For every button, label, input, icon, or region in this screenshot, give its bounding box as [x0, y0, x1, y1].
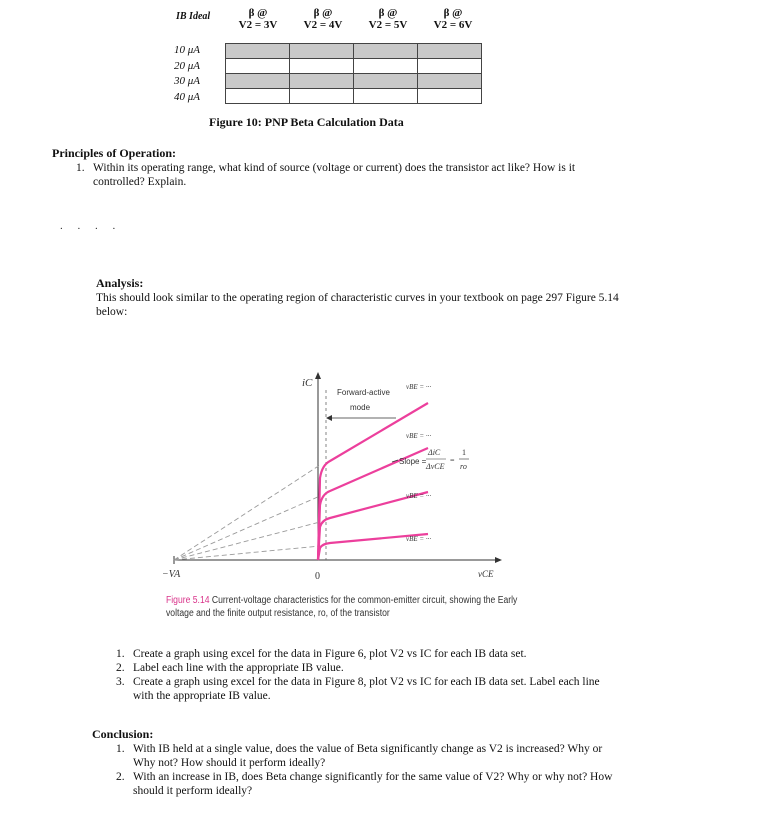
table-cell[interactable] [290, 59, 354, 74]
figure-label: Figure 5.14 [166, 595, 210, 606]
table-cell[interactable] [354, 74, 418, 89]
list-text: Label each line with the appropriate IB value. [133, 662, 344, 674]
row-label-30ua: 30 μA [174, 75, 200, 87]
dot-separator: . . . . [60, 220, 122, 232]
table-cell[interactable] [290, 44, 354, 59]
conclusion-list [116, 742, 623, 798]
early-voltage-dashes [174, 465, 320, 560]
list-text: With an increase in IB, does Beta change significantly for the same value of V2? Why or why not? How should it perform ideally? [133, 771, 613, 797]
table-cell[interactable] [226, 89, 290, 104]
list-number: 1. [116, 648, 125, 660]
curve-label: vBE = ··· [406, 535, 432, 543]
caption-text: Current-voltage characteristics for the common-emitter circuit, showing the Early voltage and the finite output resistance, ro, of the transistor [166, 595, 518, 619]
col-header-3v [225, 7, 291, 31]
curve-label: vBE = ··· [406, 432, 432, 440]
arrow-left-icon [326, 415, 332, 421]
list-item [116, 647, 633, 661]
table-cell[interactable] [418, 74, 482, 89]
list-number: 2. [116, 662, 125, 674]
conclusion-title: Conclusion: [92, 727, 154, 741]
table-cell[interactable] [418, 44, 482, 59]
col-header-5v [355, 7, 421, 31]
list-number: 2. [116, 771, 125, 783]
x-axis-arrow-icon [495, 557, 502, 563]
list-item [116, 675, 633, 703]
list-number: 1. [76, 162, 85, 174]
dash-line [174, 465, 320, 560]
list-number: 3. [116, 676, 125, 688]
col-header-top: β @ [378, 7, 398, 19]
table-cell[interactable] [290, 74, 354, 89]
dash-line [174, 546, 320, 560]
col-header-4v [290, 7, 356, 31]
list-item [116, 770, 623, 798]
table-cell[interactable] [418, 89, 482, 104]
slope-numerator: ΔiC [428, 448, 441, 457]
task-list [116, 647, 633, 703]
row-label-10ua: 10 μA [174, 44, 200, 56]
col-header-bottom: V2 = 3V [238, 19, 278, 31]
list-text: With IB held at a single value, does the value of Beta significantly change as V2 is increased? Why or Why not? How should it perform ideally? [133, 743, 603, 769]
list-item [76, 161, 593, 189]
list-text: Create a graph using excel for the data in Figure 6, plot V2 vs IC for each IB data set. [133, 648, 527, 660]
row-label-20ua: 20 μA [174, 60, 200, 72]
col-header-bottom: V2 = 6V [433, 19, 473, 31]
principles-title: Principles of Operation: [52, 146, 176, 160]
analysis-text: This should look similar to the operating region of characteristic curves in your textbook on page 297 Figure 5.14 below: [96, 292, 619, 318]
list-item [116, 742, 623, 770]
y-axis-label: iC [302, 377, 313, 389]
col-header-bottom: V2 = 5V [368, 19, 408, 31]
figure-5-14-graph [160, 370, 520, 592]
col-header-top: β @ [248, 7, 268, 19]
table-cell[interactable] [226, 59, 290, 74]
table-row [226, 59, 482, 74]
curve-label: vBE = ··· [406, 492, 432, 500]
col-header-top: β @ [313, 7, 333, 19]
principles-list [76, 161, 593, 189]
table-row [226, 44, 482, 59]
list-text: Within its operating range, what kind of source (voltage or current) does the transistor act like? How is it controlled? Explain. [93, 162, 576, 188]
figure-10-caption: Figure 10: PNP Beta Calculation Data [209, 115, 404, 129]
beta-data-table [225, 43, 482, 104]
x-axis-label: vCE [478, 569, 494, 579]
list-item [116, 661, 633, 675]
curve-label: vBE = ··· [406, 383, 432, 391]
va-label: −VA [162, 569, 181, 580]
list-number: 1. [116, 743, 125, 755]
table-cell[interactable] [226, 44, 290, 59]
table-cell[interactable] [418, 59, 482, 74]
mode-label: mode [350, 403, 371, 412]
ro-denominator: ro [460, 462, 467, 471]
col-header-bottom: V2 = 4V [303, 19, 343, 31]
table-cell[interactable] [290, 89, 354, 104]
slope-denominator: ΔvCE [426, 462, 445, 471]
analysis-title: Analysis: [96, 276, 144, 290]
table-cell[interactable] [354, 59, 418, 74]
table-cell[interactable] [354, 89, 418, 104]
origin-label: 0 [315, 571, 320, 582]
dash-line [174, 522, 320, 560]
list-text: Create a graph using excel for the data in Figure 8, plot V2 vs IC for each IB data set. Label each line with the appropriate IB value. [133, 676, 600, 702]
col-header-top: β @ [443, 7, 463, 19]
table-cell[interactable] [354, 44, 418, 59]
table-cell[interactable] [226, 74, 290, 89]
table-row [226, 74, 482, 89]
ib-ideal-header: IB Ideal [176, 11, 211, 22]
slope-label: Slope = [399, 457, 427, 466]
curve-ib2 [318, 492, 428, 560]
forward-active-label: Forward-active [337, 388, 390, 397]
figure-5-14-caption [166, 594, 527, 620]
ro-numerator: 1 [462, 448, 466, 457]
y-axis-arrow-icon [315, 372, 321, 379]
row-label-40ua: 40 μA [174, 91, 200, 103]
table-row [226, 89, 482, 104]
col-header-6v [420, 7, 486, 31]
slope-equals: = [450, 456, 455, 465]
